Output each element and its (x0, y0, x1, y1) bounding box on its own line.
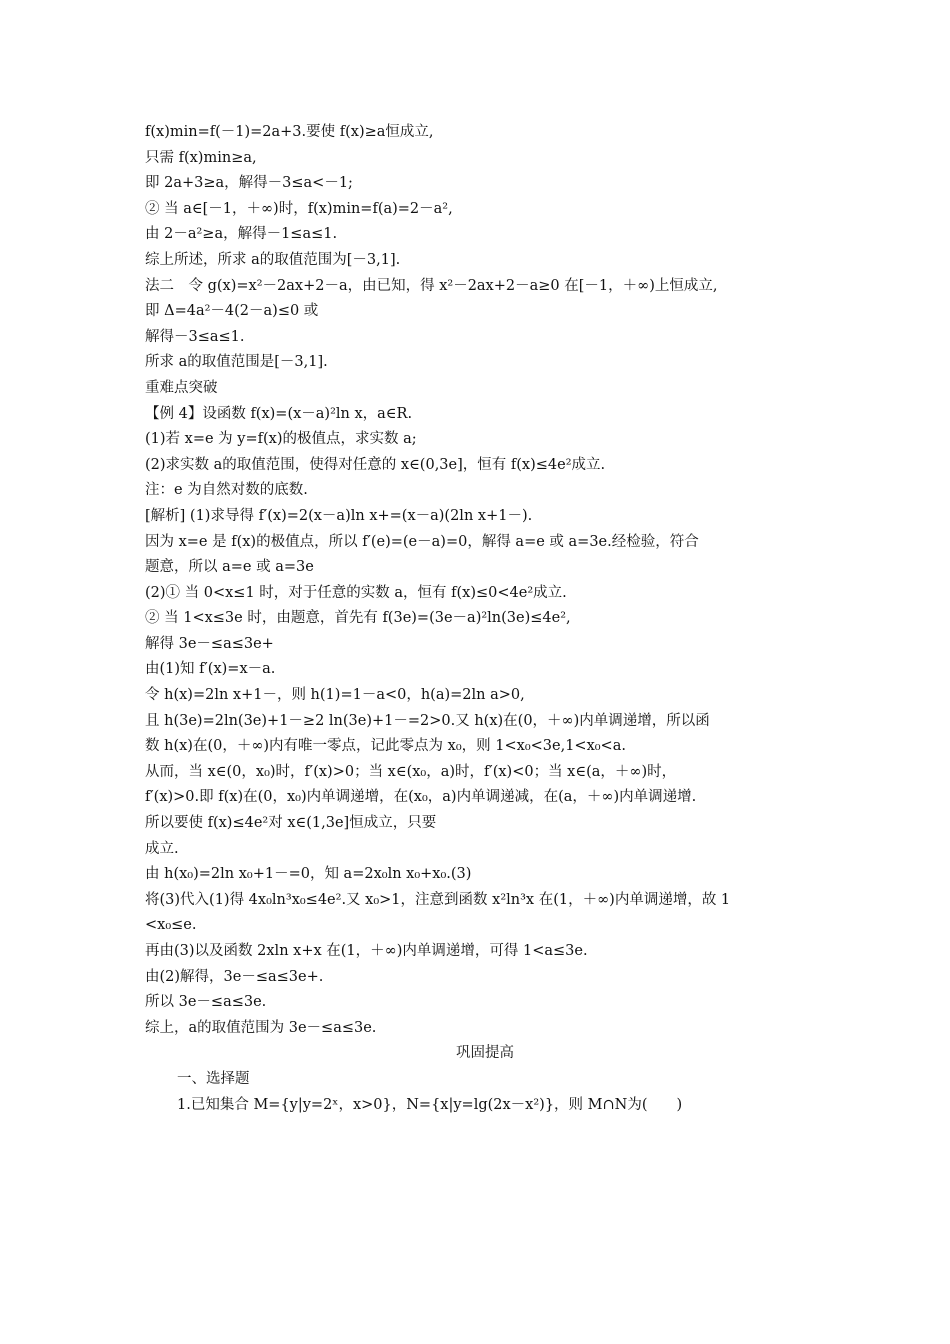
text-line: <x₀≤e. (145, 917, 197, 934)
text-line: 数 h(x)在(0，＋∞)内有唯一零点，记此零点为 x₀，则 1<x₀<3e,1<x₀<a. (145, 738, 626, 755)
text-line: (2)求实数 a的取值范围，使得对任意的 x∈(0,3e]，恒有 f(x)≤4e²成立. (145, 456, 606, 473)
document-page (145, 120, 825, 1118)
text-line: 由 h(x₀)=2ln x₀+1－=0，知 a=2x₀ln x₀+x₀.(3) (145, 866, 472, 883)
text-line: 题意，所以 a=e 或 a=3e (145, 559, 314, 576)
example-title: 【例 4】设函数 f(x)=(x－a)²ln x，a∈R. (145, 405, 413, 422)
text-line: 法二 令 g(x)=x²－2ax+2－a，由已知，得 x²－2ax+2－a≥0 在[－1，＋∞)上恒成立, (145, 277, 718, 294)
section-title: 巩固提高 (456, 1045, 514, 1062)
text-line: 即 Δ=4a²－4(2－a)≤0 或 (145, 303, 319, 320)
solution-line: [解析] (1)求导得 f′(x)=2(x－a)ln x+=(x－a)(2ln x+1－). (145, 507, 533, 524)
question-1: 1.已知集合 M={y|y=2ˣ，x>0}，N={x|y=lg(2x－x²)}，则 M∩N为( ) (177, 1096, 683, 1113)
text-line: 只需 f(x)min≥a, (145, 149, 257, 166)
text-line: 因为 x=e 是 f(x)的极值点，所以 f′(e)=(e－a)=0，解得 a=e 或 a=3e.经检验，符合 (145, 533, 699, 550)
text-line: 即 2a+3≥a，解得－3≤a<－1; (145, 175, 353, 192)
text-line: (1)若 x=e 为 y=f(x)的极值点，求实数 a; (145, 431, 417, 448)
text-line: 由 2－a²≥a，解得－1≤a≤1. (145, 226, 338, 243)
text-line: 综上，a的取值范围为 3e－≤a≤3e. (145, 1019, 377, 1036)
text-line: 且 h(3e)=2ln(3e)+1－≥2 ln(3e)+1－=2>0.又 h(x)在(0，＋∞)内单调递增，所以函 (145, 712, 710, 729)
text-line: 由(2)解得，3e－≤a≤3e+. (145, 968, 324, 985)
text-line: 将(3)代入(1)得 4x₀ln³x₀≤4e².又 x₀>1，注意到函数 x²ln³x 在(1，＋∞)内单调递增，故 1 (145, 891, 731, 908)
text-line: ② 当 1<x≤3e 时，由题意，首先有 f(3e)=(3e－a)²ln(3e)≤4e², (145, 610, 571, 627)
text-line: 令 h(x)=2ln x+1－，则 h(1)=1－a<0，h(a)=2ln a>0, (145, 687, 525, 704)
text-line: 综上所述，所求 a的取值范围为[－3,1]. (145, 251, 401, 268)
text-line: 所以要使 f(x)≤4e²对 x∈(1,3e]恒成立，只要 (145, 815, 437, 832)
note-line: 注：e 为自然对数的底数. (145, 482, 308, 499)
subsection-title: 一、选择题 (177, 1070, 250, 1087)
text-line: 从而，当 x∈(0，x₀)时，f′(x)>0；当 x∈(x₀，a)时，f′(x)<0；当 x∈(a，＋∞)时， (145, 763, 677, 780)
text-line: 再由(3)以及函数 2xln x+x 在(1，＋∞)内单调递增，可得 1<a≤3e. (145, 943, 588, 959)
text-line: 所以 3e－≤a≤3e. (145, 994, 267, 1011)
text-line: 所求 a的取值范围是[－3,1]. (145, 354, 328, 371)
text-line: 成立. (145, 840, 179, 857)
text-line: f(x)min=f(－1)=2a+3.要使 f(x)≥a恒成立, (145, 124, 434, 140)
text-line: 解得－3≤a≤1. (145, 328, 245, 345)
section-heading: 重难点突破 (145, 379, 218, 396)
text-line: 解得 3e－≤a≤3e+ (145, 635, 274, 652)
text-line: f′(x)>0.即 f(x)在(0，x₀)内单调递增，在(x₀，a)内单调递减，在(a，＋∞)内单调递增. (145, 789, 697, 806)
text-line: 由(1)知 f′(x)=x－a. (145, 661, 276, 678)
text-line: (2)① 当 0<x≤1 时，对于任意的实数 a，恒有 f(x)≤0<4e²成立. (145, 584, 567, 601)
text-line: ② 当 a∈[－1，＋∞)时，f(x)min=f(a)=2－a², (145, 200, 453, 217)
